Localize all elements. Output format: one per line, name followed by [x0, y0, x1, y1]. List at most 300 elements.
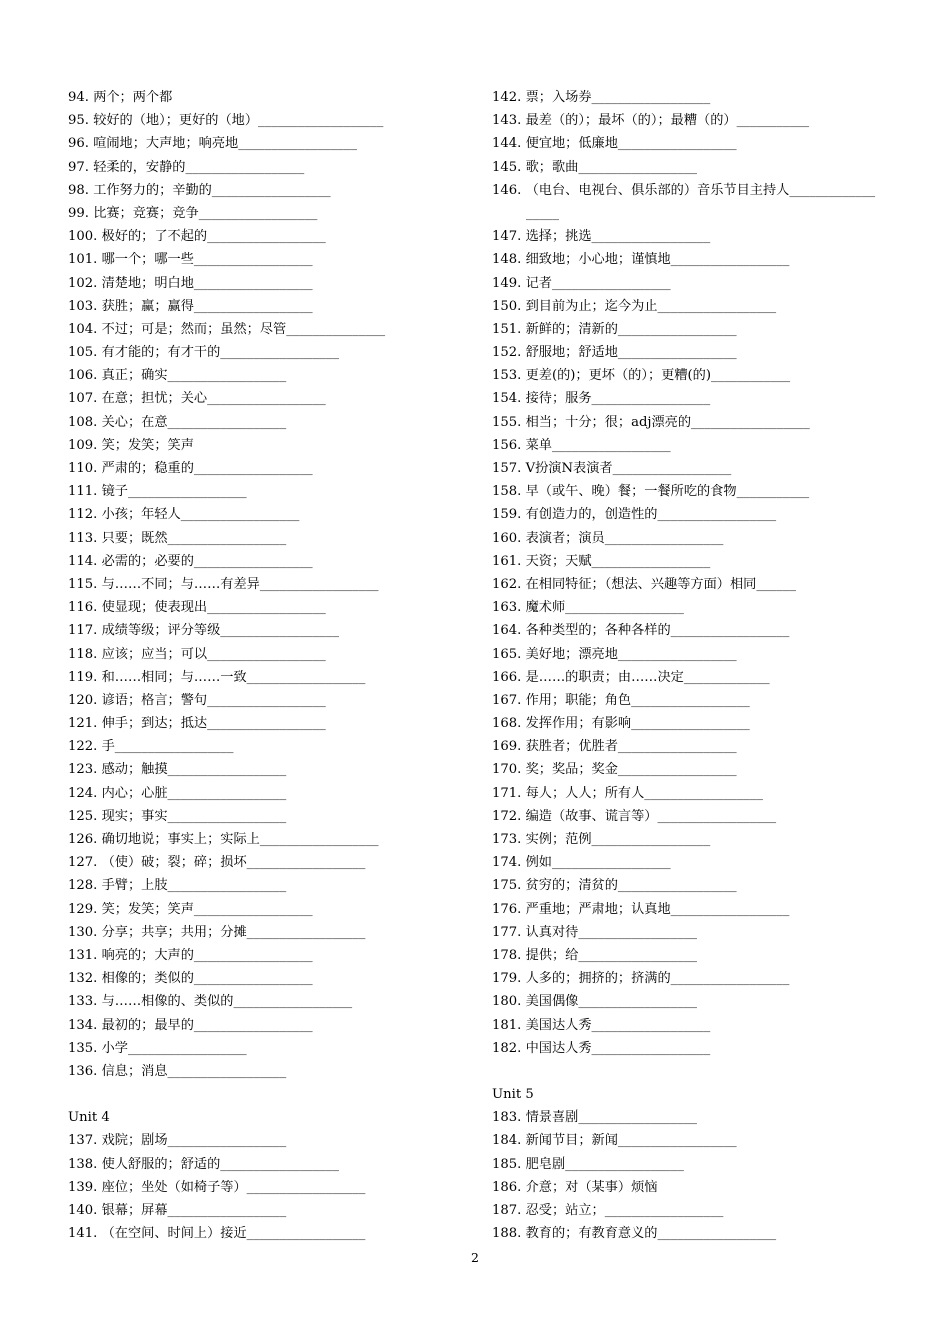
- item-number: 102.: [68, 275, 98, 291]
- item-number: 176.: [492, 901, 522, 917]
- item-number: 181.: [492, 1017, 522, 1033]
- item-definition: 发挥作用；有影响: [525, 716, 632, 732]
- item-number: 186.: [492, 1179, 522, 1195]
- item-definition: 实例；范例: [525, 832, 592, 847]
- answer-blank[interactable]: __________________: [127, 484, 247, 500]
- item-definition: 获胜者；优胜者: [525, 739, 618, 755]
- answer-blank[interactable]: ___________: [736, 484, 810, 500]
- vocab-item: [492, 1222, 892, 1245]
- item-number: 188.: [492, 1226, 522, 1242]
- item-definition: 轻柔的，安静的: [93, 159, 186, 175]
- item-number: 136.: [68, 1063, 98, 1079]
- answer-blank[interactable]: __________________: [591, 832, 711, 847]
- vocab-item: [68, 527, 468, 550]
- answer-blank[interactable]: __________________: [114, 739, 234, 755]
- answer-blank[interactable]: ____________: [711, 368, 791, 384]
- answer-blank[interactable]: __________________: [591, 90, 711, 105]
- vocab-item: [492, 457, 892, 480]
- answer-blank[interactable]: _____________: [789, 182, 876, 198]
- item-definition: 有才能的；有才干的: [101, 345, 221, 361]
- answer-blank[interactable]: __________________: [246, 855, 366, 871]
- item-number: 97.: [68, 159, 89, 175]
- vocab-item: [492, 967, 892, 990]
- answer-blank[interactable]: __________________: [207, 692, 326, 708]
- answer-blank[interactable]: __________________: [604, 530, 724, 546]
- item-definition: 相像的；类似的: [101, 971, 194, 987]
- item-definition: 响亮的；大声的: [101, 947, 194, 963]
- item-number: 170.: [492, 762, 522, 778]
- item-number: 173.: [492, 832, 522, 847]
- vocab-item: [68, 1176, 468, 1199]
- item-definition: V扮演N表演者: [525, 461, 613, 476]
- answer-blank[interactable]: __________________: [167, 785, 287, 801]
- answer-blank[interactable]: __________________: [617, 646, 737, 662]
- vocab-item: [68, 898, 468, 921]
- vocab-item: [68, 457, 468, 480]
- answer-blank[interactable]: ______: [756, 576, 796, 592]
- item-definition: 最差（的）；最坏（的）；最糟（的）: [525, 113, 737, 129]
- vocab-item: [492, 341, 892, 364]
- item-number: 151.: [492, 321, 522, 337]
- item-definition: 只要；既然: [101, 530, 168, 546]
- item-definition: 天资；天赋: [525, 553, 592, 569]
- vocab-item: [492, 1129, 892, 1152]
- item-definition: 人多的；拥挤的；挤满的: [525, 971, 671, 987]
- item-definition: 伸手；到达；抵达: [101, 716, 208, 732]
- item-definition: 和……相同；与……一致: [101, 669, 247, 685]
- answer-blank[interactable]: __________________: [167, 414, 287, 430]
- answer-blank[interactable]: __________________: [670, 623, 790, 639]
- vocab-item: [492, 1037, 892, 1060]
- item-number: 128.: [68, 878, 98, 894]
- item-definition: 认真对待: [525, 924, 579, 940]
- item-definition: 菜单: [525, 437, 552, 453]
- item-number: 140.: [68, 1203, 98, 1218]
- item-number: 124.: [68, 785, 98, 801]
- vocab-item: [492, 1153, 892, 1176]
- answer-blank[interactable]: __________________: [246, 1226, 366, 1242]
- vocab-item: [68, 643, 468, 666]
- answer-blank[interactable]: __________________: [657, 507, 777, 523]
- item-number: 139.: [68, 1179, 98, 1195]
- vocab-item: [492, 272, 892, 295]
- answer-blank[interactable]: __________________: [220, 623, 339, 639]
- item-number: 179.: [492, 971, 522, 987]
- item-definition: 喧闹地；大声地；响亮地: [93, 136, 239, 152]
- answer-blank[interactable]: __________________: [211, 182, 331, 198]
- item-number: 121.: [68, 716, 98, 732]
- item-number: 108.: [68, 414, 98, 430]
- answer-blank[interactable]: __________________: [207, 646, 326, 662]
- answer-blank[interactable]: __________________: [565, 1156, 684, 1172]
- vocab-item: [68, 666, 468, 689]
- item-number: 107.: [68, 391, 98, 407]
- item-definition: 获胜；赢；赢得: [101, 298, 194, 314]
- answer-blank[interactable]: __________________: [207, 229, 326, 245]
- item-number: 117.: [68, 623, 98, 639]
- item-number: 115.: [68, 576, 98, 592]
- answer-blank[interactable]: __________________: [657, 1226, 777, 1242]
- vocab-item: [492, 86, 892, 109]
- item-definition: 便宜地；低廉地: [525, 136, 618, 152]
- item-number: 101.: [68, 252, 98, 268]
- item-definition: 每人；人人；所有人: [525, 785, 645, 801]
- vocab-item: [68, 364, 468, 387]
- item-definition: 与……相像的、类似的: [101, 994, 234, 1010]
- item-definition: 更差(的)；更坏（的）；更糟(的): [525, 368, 711, 384]
- vocab-item: [492, 1176, 892, 1199]
- item-number: 116.: [68, 600, 98, 616]
- item-definition: 小孩；年轻人: [101, 507, 181, 523]
- vocab-item: [68, 735, 468, 758]
- item-number: 183.: [492, 1110, 522, 1126]
- item-definition: 早（或午、晚）餐；一餐所吃的食物: [525, 484, 737, 500]
- answer-blank[interactable]: __________________: [167, 530, 287, 546]
- answer-blank[interactable]: __________________: [578, 1110, 698, 1126]
- answer-blank[interactable]: __________________: [167, 808, 287, 824]
- item-number: 122.: [68, 739, 98, 755]
- vocab-item: [492, 735, 892, 758]
- item-number: 112.: [68, 507, 98, 523]
- answer-blank[interactable]: __________________: [617, 136, 737, 152]
- item-number: 160.: [492, 530, 522, 546]
- vocab-item: [492, 364, 892, 387]
- item-definition: 哪一个；哪一些: [101, 252, 194, 268]
- vocab-item: [68, 434, 468, 457]
- answer-blank[interactable]: __________________: [167, 1133, 287, 1149]
- item-number: 129.: [68, 901, 98, 917]
- answer-blank[interactable]: __________________: [670, 971, 790, 987]
- answer-blank[interactable]: __________________: [193, 252, 313, 268]
- vocab-item: [492, 132, 892, 155]
- item-number: 95.: [68, 113, 89, 129]
- answer-blank[interactable]: __________________: [193, 275, 313, 291]
- item-number: 118.: [68, 646, 98, 662]
- item-number: 141.: [68, 1226, 98, 1242]
- item-definition: 教育的；有教育意义的: [525, 1226, 658, 1242]
- answer-blank[interactable]: _______________: [286, 321, 386, 337]
- answer-blank[interactable]: __________________: [631, 692, 750, 708]
- answer-blank[interactable]: __________________: [167, 878, 287, 894]
- answer-blank[interactable]: __________________: [185, 159, 305, 175]
- answer-blank[interactable]: __________________: [617, 345, 737, 361]
- vocab-item: [68, 480, 468, 503]
- vocab-item: [68, 1014, 468, 1037]
- item-number: 99.: [68, 205, 89, 221]
- answer-blank[interactable]: __________________: [238, 136, 357, 152]
- answer-blank[interactable]: [194, 438, 198, 453]
- item-definition: 表演者；演员: [525, 530, 605, 546]
- item-definition: 与……不同；与……有差异: [101, 576, 260, 592]
- vocab-item: [68, 967, 468, 990]
- item-definition: 舒服地；舒适地: [525, 345, 618, 361]
- item-number: 156.: [492, 437, 522, 453]
- item-number: 133.: [68, 994, 98, 1010]
- item-definition: 最初的；最早的: [101, 1017, 194, 1033]
- item-number: 147.: [492, 229, 522, 245]
- answer-blank[interactable]: __________________: [193, 553, 313, 569]
- item-number: 162.: [492, 576, 522, 592]
- item-definition: 各种类型的；各种各样的: [525, 623, 671, 639]
- item-number: 185.: [492, 1156, 522, 1172]
- item-definition: 接待；服务: [525, 391, 592, 407]
- answer-blank[interactable]: __________________: [617, 762, 737, 778]
- answer-blank[interactable]: __________________: [220, 1156, 339, 1172]
- vocab-item: [68, 758, 468, 781]
- vocab-item: [68, 550, 468, 573]
- answer-blank[interactable]: __________________: [644, 785, 763, 801]
- vocab-item: [492, 758, 892, 781]
- item-number: 104.: [68, 321, 98, 337]
- answer-blank[interactable]: __________________: [617, 321, 737, 337]
- item-definition: 谚语；格言；警句: [101, 692, 208, 708]
- item-definition: 忍受；站立；: [525, 1203, 605, 1218]
- item-definition: 新闻节目；新闻: [525, 1133, 618, 1149]
- item-number: 178.: [492, 947, 522, 963]
- item-definition: 清楚地；明白地: [101, 275, 194, 291]
- unit-heading: Unit 4: [68, 1110, 110, 1126]
- item-number: 155.: [492, 414, 522, 430]
- item-number: 187.: [492, 1203, 522, 1218]
- answer-blank[interactable]: __________________: [246, 1179, 366, 1195]
- item-number: 163.: [492, 600, 522, 616]
- answer-blank[interactable]: __________________: [167, 762, 287, 778]
- item-number: 175.: [492, 878, 522, 894]
- answer-blank[interactable]: __________________: [193, 461, 313, 476]
- item-definition: 使显现；使表现出: [101, 600, 208, 616]
- answer-blank[interactable]: __________________: [691, 414, 810, 430]
- answer-blank[interactable]: __________________: [193, 947, 313, 963]
- item-definition: 感动；触摸: [101, 762, 168, 778]
- item-number: 113.: [68, 530, 98, 546]
- answer-blank[interactable]: __________________: [246, 669, 366, 685]
- answer-blank[interactable]: __________________: [220, 345, 339, 361]
- answer-blank[interactable]: __________________: [207, 391, 326, 407]
- item-number: 165.: [492, 646, 522, 662]
- vocab-item: [492, 596, 892, 619]
- answer-blank[interactable]: [657, 1180, 661, 1195]
- item-definition: 成绩等级；评分等级: [101, 623, 221, 639]
- vocab-item: [492, 480, 892, 503]
- vocab-item: [68, 503, 468, 526]
- vocab-item: [68, 1060, 468, 1083]
- answer-blank[interactable]: __________________: [551, 275, 671, 291]
- answer-blank[interactable]: __________________: [193, 901, 313, 917]
- vocab-item: [492, 643, 892, 666]
- vocab-item: [68, 1129, 468, 1152]
- answer-blank[interactable]: ___________________: [258, 113, 384, 129]
- item-definition: 手: [101, 739, 115, 755]
- item-definition: 较好的（地）；更好的（地）: [93, 113, 259, 129]
- answer-blank[interactable]: __________________: [233, 994, 353, 1010]
- item-number: 142.: [492, 90, 522, 105]
- answer-blank[interactable]: __________________: [617, 739, 737, 755]
- item-number: 157.: [492, 461, 522, 476]
- item-definition: 真正；确实: [101, 368, 168, 384]
- item-number: 177.: [492, 924, 522, 940]
- item-definition: （电台、电视台、俱乐部的）音乐节目主持人: [525, 182, 790, 198]
- answer-blank[interactable]: __________________: [193, 1017, 313, 1033]
- answer-blank[interactable]: __________________: [612, 461, 732, 476]
- item-definition: 情景喜剧: [525, 1110, 579, 1126]
- answer-blank-continued[interactable]: _____: [526, 205, 559, 221]
- item-number: 111.: [68, 484, 98, 500]
- item-number: 114.: [68, 553, 98, 569]
- vocab-item: [492, 805, 892, 828]
- answer-blank[interactable]: __________________: [167, 1063, 287, 1079]
- item-definition: 编造（故事、谎言等）: [525, 808, 658, 824]
- item-definition: 不过；可是；然而；虽然；尽管: [101, 321, 287, 337]
- item-definition: 是……的职责；由……决定: [525, 669, 684, 685]
- vocab-item: [68, 341, 468, 364]
- answer-blank[interactable]: __________________: [180, 507, 300, 523]
- item-number: 167.: [492, 692, 522, 708]
- item-number: 98.: [68, 182, 89, 198]
- vocab-item: [68, 596, 468, 619]
- vocab-item: [68, 712, 468, 735]
- item-definition: 到目前为止；迄今为止: [525, 298, 658, 314]
- vocab-item: [68, 225, 468, 248]
- item-definition: 美好地；漂亮地: [525, 646, 618, 662]
- vocab-item: [492, 573, 892, 596]
- answer-blank[interactable]: __________________: [167, 368, 287, 384]
- vocab-item: [492, 898, 892, 921]
- vocab-item: [68, 851, 468, 874]
- vocab-item: [492, 318, 892, 341]
- vocab-item: [68, 805, 468, 828]
- answer-blank[interactable]: __________________: [578, 159, 698, 175]
- vocab-item: [492, 1106, 892, 1129]
- answer-blank[interactable]: __________________: [207, 716, 326, 732]
- answer-blank[interactable]: __________________: [259, 832, 379, 847]
- item-definition: 记者: [525, 275, 552, 291]
- item-number: 135.: [68, 1040, 98, 1056]
- answer-blank[interactable]: __________________: [127, 1040, 247, 1056]
- answer-blank[interactable]: _____________: [683, 669, 770, 685]
- answer-blank[interactable]: __________________: [578, 994, 698, 1010]
- item-number: 100.: [68, 229, 98, 245]
- answer-blank[interactable]: __________________: [551, 437, 671, 453]
- item-definition: 魔术师: [525, 600, 566, 616]
- answer-blank[interactable]: __________________: [657, 298, 777, 314]
- item-definition: 工作努力的；辛勤的: [93, 182, 212, 198]
- unit-heading: Unit 5: [492, 1087, 534, 1103]
- answer-blank[interactable]: __________________: [631, 716, 750, 732]
- item-definition: 贫穷的；清贫的: [525, 878, 618, 894]
- item-definition: 比赛；竞赛；竞争: [93, 205, 199, 221]
- item-number: 152.: [492, 345, 522, 361]
- answer-blank[interactable]: __________________: [578, 947, 698, 963]
- vocab-item: [68, 619, 468, 642]
- answer-blank[interactable]: __________________: [207, 600, 326, 616]
- vocab-item: [68, 387, 468, 410]
- item-definition: 票；入场券: [525, 90, 592, 105]
- vocab-item: [492, 851, 892, 874]
- item-number: 127.: [68, 855, 98, 871]
- answer-blank[interactable]: __________________: [565, 600, 684, 616]
- answer-blank[interactable]: __________________: [198, 205, 318, 221]
- item-number: 158.: [492, 484, 522, 500]
- item-number: 164.: [492, 623, 522, 639]
- answer-blank[interactable]: __________________: [604, 1203, 724, 1218]
- item-definition: 介意；对（某事）烦恼: [525, 1179, 658, 1195]
- item-definition: 关心；在意: [101, 414, 168, 430]
- answer-blank[interactable]: __________________: [167, 1203, 287, 1218]
- answer-blank[interactable]: __________________: [591, 553, 711, 569]
- vocab-item: [492, 295, 892, 318]
- answer-blank[interactable]: __________________: [617, 878, 737, 894]
- item-number: 138.: [68, 1156, 98, 1172]
- vocab-item: [68, 689, 468, 712]
- item-number: 132.: [68, 971, 98, 987]
- item-number: 94.: [68, 90, 89, 105]
- answer-blank[interactable]: __________________: [591, 229, 711, 245]
- answer-blank[interactable]: [172, 90, 176, 105]
- item-number: 168.: [492, 716, 522, 732]
- vocab-item: [68, 202, 468, 225]
- vocab-item: [492, 179, 892, 202]
- item-definition: 银幕；屏幕: [101, 1203, 168, 1218]
- item-definition: 严肃的；稳重的: [101, 461, 194, 476]
- answer-blank[interactable]: __________________: [591, 1017, 711, 1033]
- item-definition: 分享；共享；共用；分摊: [101, 924, 247, 940]
- item-definition: 内心；心脏: [101, 785, 168, 801]
- item-number: 144.: [492, 136, 522, 152]
- answer-blank[interactable]: __________________: [670, 252, 790, 268]
- answer-blank[interactable]: __________________: [193, 971, 313, 987]
- item-definition: 提供；给: [525, 947, 579, 963]
- item-number: 105.: [68, 345, 98, 361]
- answer-blank[interactable]: __________________: [657, 808, 777, 824]
- item-definition: 确切地说；事实上；实际上: [101, 832, 260, 847]
- answer-blank[interactable]: __________________: [591, 1040, 711, 1056]
- item-definition: 笑；发笑；笑声: [101, 437, 194, 453]
- item-number: 131.: [68, 947, 98, 963]
- answer-blank[interactable]: __________________: [193, 298, 313, 314]
- item-number: 184.: [492, 1133, 522, 1149]
- answer-blank[interactable]: ___________: [736, 113, 810, 129]
- answer-blank[interactable]: __________________: [591, 391, 711, 407]
- vocab-item: [492, 782, 892, 805]
- item-number: 148.: [492, 252, 522, 268]
- answer-blank[interactable]: __________________: [246, 924, 366, 940]
- vocab-item: [68, 411, 468, 434]
- item-definition: 严重地；严肃地；认真地: [525, 901, 671, 917]
- item-definition: （使）破；裂；碎；损坏: [101, 855, 247, 871]
- answer-blank[interactable]: __________________: [551, 855, 671, 871]
- item-number: 150.: [492, 298, 522, 314]
- answer-blank[interactable]: __________________: [670, 901, 790, 917]
- answer-blank[interactable]: __________________: [259, 576, 379, 592]
- vocab-item: [492, 619, 892, 642]
- item-number: 159.: [492, 507, 522, 523]
- vocab-item: [492, 434, 892, 457]
- item-number: 166.: [492, 669, 522, 685]
- item-definition: 应该；应当；可以: [101, 646, 208, 662]
- item-definition: 选择；挑选: [525, 229, 592, 245]
- vocab-item: [492, 156, 892, 179]
- section-spacer: [492, 1060, 892, 1083]
- answer-blank[interactable]: __________________: [617, 1133, 737, 1149]
- vocab-item: [68, 179, 468, 202]
- answer-blank[interactable]: __________________: [578, 924, 698, 940]
- right-column: [492, 86, 892, 1245]
- page-number: 2: [471, 1250, 479, 1265]
- item-number: 174.: [492, 855, 522, 871]
- vocab-item: [68, 1037, 468, 1060]
- item-number: 153.: [492, 368, 522, 384]
- vocab-item: [492, 109, 892, 132]
